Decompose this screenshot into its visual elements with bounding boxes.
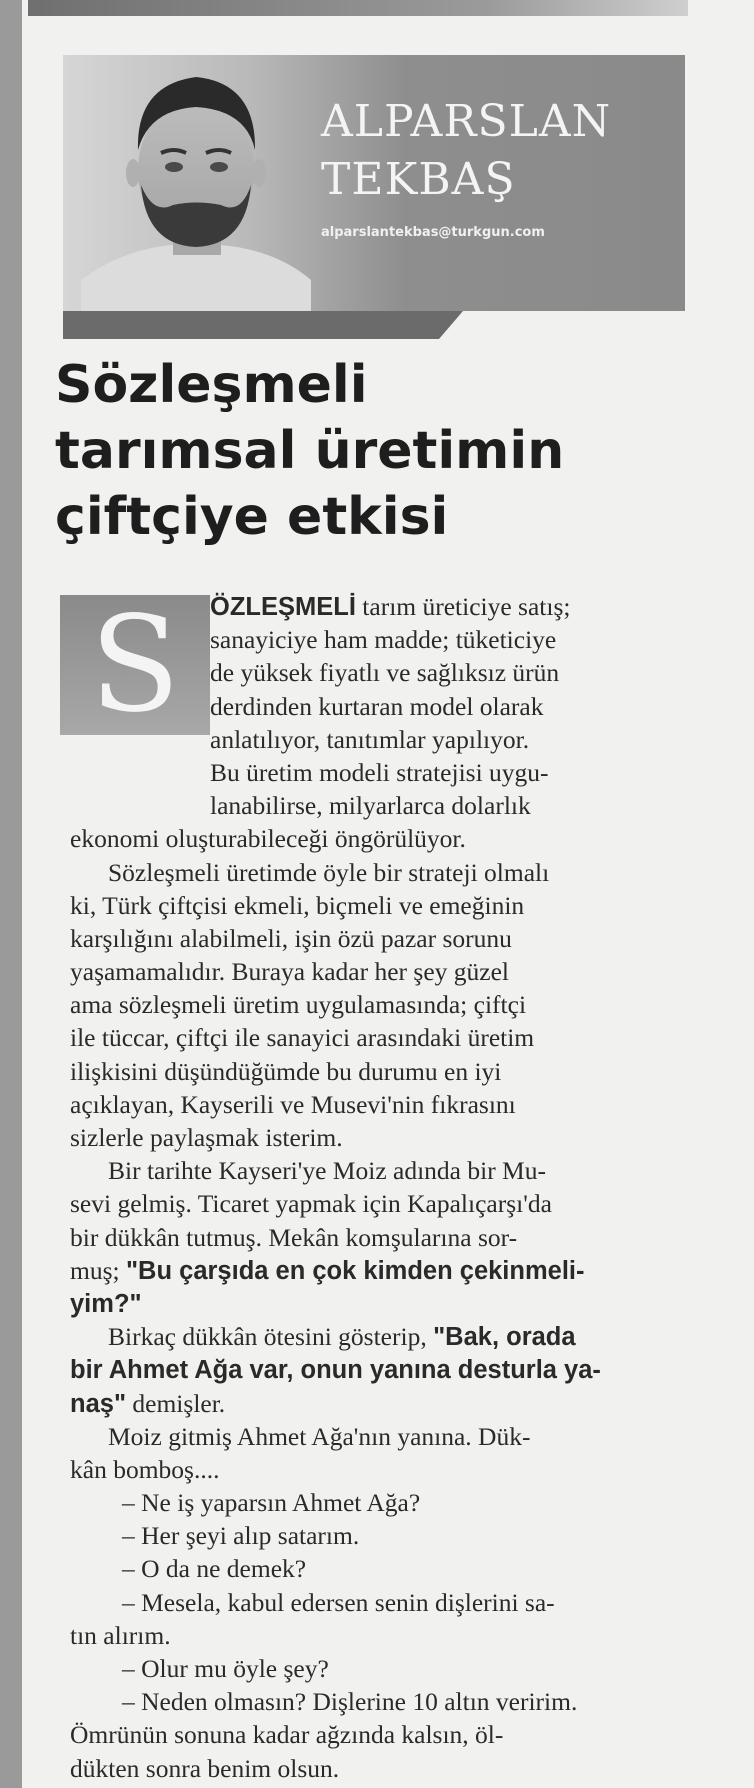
- text-line: [70, 1387, 686, 1420]
- text-line: Bir tarihte Kayseri'ye Moiz adında bir Mu-: [108, 1156, 546, 1186]
- author-name-line1: ALPARSLAN: [321, 96, 612, 147]
- text-span: muş;: [70, 1255, 126, 1285]
- text-line: kân bomboş....: [70, 1454, 220, 1484]
- lead-word: ÖZLEŞMELİ: [210, 593, 356, 621]
- text-line: sevi gelmiş. Ticaret yapmak için Kapalıçarşı'da: [70, 1189, 552, 1219]
- article-body: [70, 590, 686, 1785]
- text-line: derdinden kurtaran model olarak: [210, 691, 544, 721]
- dialogue-line: – Neden olmasın? Dişlerine 10 altın veririm.: [122, 1687, 578, 1717]
- text-line: [70, 1320, 686, 1353]
- text-line: ekonomi oluşturabileceği öngörülüyor.: [70, 824, 466, 854]
- headline-line2: tarımsal üretimin: [55, 421, 565, 481]
- text-span: demişler.: [126, 1388, 226, 1418]
- dialogue-line: – Ne iş yaparsın Ahmet Ağa?: [122, 1488, 421, 1518]
- text-line: bir dükkân tutmuş. Mekân komşularına sor-: [70, 1222, 518, 1252]
- text-line: [70, 590, 686, 623]
- headline-line1: Sözleşmeli: [55, 355, 368, 415]
- text-line: ama sözleşmeli üretim uygulamasında; çiftçi: [70, 990, 527, 1020]
- author-name-line2: TEKBAŞ: [321, 154, 516, 205]
- columnist-header: [63, 55, 685, 313]
- article-headline: [55, 352, 715, 550]
- bold-quote: "Bu çarşıda en çok kimden çekinmeli-: [125, 1256, 585, 1285]
- author-email: alparslantekbas@turkgun.com: [321, 225, 545, 240]
- text-line: yaşamamalıdır. Buraya kadar her şey güzel: [70, 957, 509, 987]
- text-line: lanabilirse, milyarlarca dolarlık: [210, 791, 531, 821]
- header-bottom-bar: [63, 311, 463, 339]
- text-line: Sözleşmeli üretimde öyle bir strateji olmalı: [108, 857, 550, 887]
- author-portrait: [81, 55, 311, 311]
- bold-quote: "Bak, orada: [433, 1323, 576, 1352]
- text-line: [70, 1287, 686, 1320]
- text-line: açıklayan, Kayserili ve Musevi'nin fıkrasını: [70, 1089, 516, 1119]
- text-line: ki, Türk çiftçisi ekmeli, biçmeli ve emeğinin: [70, 890, 525, 920]
- dialogue-line: – Her şeyi alıp satarım.: [122, 1521, 360, 1551]
- text-line: tın alırım.: [70, 1620, 171, 1650]
- text-line: [70, 1353, 686, 1386]
- top-rule: [28, 0, 688, 16]
- dialogue-line: – O da ne demek?: [122, 1554, 307, 1584]
- text-line: Bu üretim modeli stratejisi uygu-: [210, 757, 549, 787]
- text-line: dükten sonra benim olsun.: [70, 1753, 340, 1783]
- text-line: de yüksek fiyatlı ve sağlıksız ürün: [210, 658, 560, 688]
- text-line: karşılığını alabilmeli, işin özü pazar sorunu: [70, 923, 512, 953]
- author-name: [321, 93, 681, 209]
- text-line: Ömrünün sonuna kadar ağzında kalsın, öl-: [70, 1720, 504, 1750]
- text-line: ilişkisini düşündüğümde bu durumu en iyi: [70, 1056, 502, 1086]
- bold-quote: yim?": [70, 1289, 142, 1318]
- headline-line3: çiftçiye etkisi: [55, 487, 449, 547]
- text-line: sanayiciye ham madde; tüketiciye: [210, 625, 557, 655]
- bold-quote: naş": [70, 1389, 127, 1418]
- text-line: sizlerle paylaşmak isterim.: [70, 1123, 343, 1152]
- text-line: ile tüccar, çiftçi ile sanayici arasındaki üretim: [70, 1023, 535, 1053]
- dialogue-line: – Mesela, kabul edersen senin dişlerini sa-: [122, 1587, 555, 1617]
- bold-quote: bir Ahmet Ağa var, onun yanına desturla ya-: [70, 1356, 601, 1385]
- text-line: [70, 1254, 686, 1287]
- dialogue-line: – Olur mu öyle şey?: [122, 1654, 329, 1683]
- text-line: Moiz gitmiş Ahmet Ağa'nın yanına. Dük-: [108, 1421, 531, 1451]
- drop-cap-letter: S: [89, 588, 181, 742]
- text-line: anlatılıyor, tanıtımlar yapılıyor.: [210, 724, 530, 754]
- text-span: Birkaç dükkân ötesini gösterip,: [108, 1322, 434, 1352]
- text-span: tarım üreticiye satış;: [355, 592, 571, 621]
